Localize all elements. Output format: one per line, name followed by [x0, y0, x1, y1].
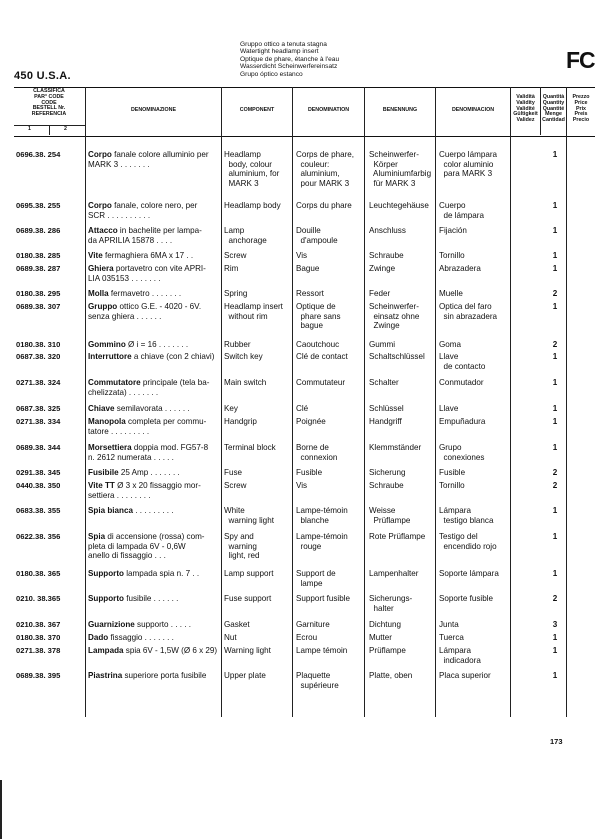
part-code: 0696.38. 254 [16, 150, 61, 159]
spanish-description: Lámpara testigo blanca [439, 506, 494, 525]
italian-rest: . . . . . . . . . [132, 506, 174, 515]
part-code: 0180.38. 365 [16, 569, 61, 578]
french-description: Ecrou [296, 633, 318, 642]
header-it: DENOMINAZIONE [130, 107, 177, 113]
german-description: Feder [369, 289, 391, 298]
column-divider [364, 87, 365, 717]
quantity: 1 [552, 671, 558, 680]
italian-rest: Ø 3 x 20 fissaggio mor- settiera . . . . . . . . [88, 481, 201, 500]
italian-keyword: Piastrina [88, 671, 123, 680]
german-description: Schlüssel [369, 404, 404, 413]
italian-keyword: Corpo [88, 201, 112, 210]
italian-description [88, 352, 220, 362]
italian-rest: fermavetro . . . . . . . [108, 289, 182, 298]
german-description: Schraube [369, 251, 404, 260]
quantity: 3 [552, 620, 558, 629]
german-description: Dichtung [369, 620, 401, 629]
italian-description [88, 404, 220, 414]
spanish-description: Lámpara indicadora [439, 646, 481, 665]
column-divider [292, 87, 293, 717]
header-quantity: Quantità Quantity Quantité Menge Cantidad [542, 94, 565, 124]
quantity: 1 [552, 404, 558, 413]
italian-description [88, 201, 220, 220]
italian-keyword: Fusibile [88, 468, 119, 477]
french-description: Borne de connexion [296, 443, 338, 462]
spanish-description: Tuerca [439, 633, 464, 642]
italian-keyword: Lampada [88, 646, 124, 655]
italian-keyword: Supporto [88, 569, 124, 578]
english-description: Screw [224, 251, 247, 260]
english-description: Lamp support [224, 569, 274, 578]
german-description: Prüflampe [369, 646, 406, 655]
italian-keyword: Vite [88, 251, 103, 260]
french-description: Fusible [296, 468, 323, 477]
page-number: 173 [550, 737, 563, 746]
title-line: Optique de phare, étanche à l'eau [240, 55, 340, 63]
part-code: 0687.38. 320 [16, 352, 61, 361]
part-code: 0271.38. 378 [16, 646, 61, 655]
italian-description [88, 481, 220, 500]
italian-keyword: Dado [88, 633, 109, 642]
spanish-description: Muelle [439, 289, 463, 298]
french-description: Clé de contact [296, 352, 348, 361]
english-description: Screw [224, 481, 247, 490]
spanish-description: Soporte fusible [439, 594, 493, 603]
spanish-description: Llave de contacto [439, 352, 486, 371]
spanish-description: Tornillo [439, 251, 465, 260]
part-code: 0271.38. 334 [16, 417, 61, 426]
quantity: 2 [552, 481, 558, 490]
italian-rest: fissaggio . . . . . . . [108, 633, 174, 642]
french-description: Douille d'ampoule [296, 226, 338, 245]
header-fr: DENOMINATION [307, 107, 350, 113]
german-description: Schaltschlüssel [369, 352, 425, 361]
italian-rest: ottico G.E. - 4020 - 6V. senza ghiera . . . . . . [88, 302, 202, 321]
italian-keyword: Gruppo [88, 302, 118, 311]
italian-description [88, 251, 220, 261]
italian-rest: fanale colore alluminio per MARK 3 . . . . . . . [88, 150, 209, 169]
quantity: 1 [552, 532, 558, 541]
english-description: Headlamp insert without rim [224, 302, 283, 321]
quantity: 1 [552, 251, 558, 260]
italian-description [88, 646, 220, 656]
header-code-sub-1: 1 [28, 126, 31, 132]
title-line: Wasserdicht Scheinwerfereinsatz [240, 63, 338, 71]
quantity: 1 [552, 352, 558, 361]
german-description: Klemmständer [369, 443, 422, 452]
italian-keyword: Attacco [88, 226, 118, 235]
english-description: Fuse support [224, 594, 272, 603]
german-description: Handgriff [369, 417, 402, 426]
german-description: Scheinwerfer- Körper Aluminiumfarbig für MARK 3 [369, 150, 432, 188]
italian-description [88, 671, 220, 681]
english-description: Fuse [224, 468, 242, 477]
header-es: DENOMINACION [451, 107, 495, 113]
spanish-description: Placa superior [439, 671, 491, 680]
part-code: 0622.38. 356 [16, 532, 61, 541]
model-label: 450 U.S.A. [14, 70, 71, 82]
italian-rest: Ø i = 16 . . . . . . . [125, 340, 189, 349]
part-code: 0440.38. 350 [16, 481, 61, 490]
spanish-description: Goma [439, 340, 462, 349]
header-en: COMPONENT [239, 107, 275, 113]
english-description: Lamp anchorage [224, 226, 267, 245]
header-validity: Validità Validity Validité Gültigkeit Validez [513, 94, 538, 124]
header-code: CLASSIFICA PAR° CODE CODE BESTELL Nr. REFERENCIA [31, 88, 67, 118]
quantity: 2 [552, 468, 558, 477]
french-description: Commutateur [296, 378, 346, 387]
part-code: 0180.38. 310 [16, 340, 61, 349]
spanish-description: Llave [439, 404, 459, 413]
german-description: Sicherungs- halter [369, 594, 413, 613]
german-description: Scheinwerfer- einsatz ohne Zwinge [369, 302, 420, 331]
french-description: Lampe-témoin rouge [296, 532, 348, 551]
part-code: 0689.38. 287 [16, 264, 61, 273]
french-description: Support fusible [296, 594, 350, 603]
english-description: Rim [224, 264, 239, 273]
german-description: Sicherung [369, 468, 406, 477]
french-description: Support de lampe [296, 569, 336, 588]
german-description: Mutter [369, 633, 392, 642]
german-description: Anschluss [369, 226, 406, 235]
page-edge-line [0, 780, 2, 839]
quantity: 2 [552, 340, 558, 349]
english-description: Headlamp body [224, 201, 281, 210]
italian-description [88, 378, 220, 397]
italian-description [88, 633, 220, 643]
part-code: 0291.38. 345 [16, 468, 61, 477]
english-description: Terminal block [224, 443, 276, 452]
brand-label: FC [566, 47, 595, 73]
column-divider [85, 87, 86, 717]
french-description: Ressort [296, 289, 324, 298]
spanish-description: Soporte lámpara [439, 569, 499, 578]
italian-keyword: Vite TT [88, 481, 115, 490]
title-line: Watertight headlamp insert [240, 48, 319, 56]
header-price: Prezzo Price Prix Preis Precio [572, 94, 590, 124]
spanish-description: Empuñadura [439, 417, 486, 426]
english-description: Headlamp body, colour aluminium, for MARK 3 [224, 150, 280, 188]
italian-description [88, 468, 220, 478]
italian-description [88, 289, 220, 299]
english-description: Main switch [224, 378, 267, 387]
spanish-description: Cuerpo lámpara color aluminio para MARK 3 [439, 150, 498, 179]
quantity: 1 [552, 633, 558, 642]
italian-keyword: Spia [88, 532, 106, 541]
part-code: 0180.38. 285 [16, 251, 61, 260]
english-description: Warning light [224, 646, 271, 655]
quantity: 1 [552, 378, 558, 387]
french-description: Corps du phare [296, 201, 352, 210]
french-description: Optique de phare sans bague [296, 302, 341, 331]
italian-keyword: Ghiera [88, 264, 114, 273]
english-description: Handgrip [224, 417, 257, 426]
italian-keyword: Chiave [88, 404, 115, 413]
italian-description [88, 532, 220, 561]
spanish-description: Testigo del encendido rojo [439, 532, 497, 551]
quantity: 1 [552, 226, 558, 235]
spanish-description: Grupo conexiones [439, 443, 485, 462]
english-description: Spy and warning light, red [224, 532, 260, 561]
french-description: Corps de phare, couleur: aluminium, pour MARK 3 [296, 150, 355, 188]
spanish-description: Conmutador [439, 378, 484, 387]
italian-rest: supporto . . . . . [134, 620, 192, 629]
italian-rest: spia 6V - 1,5W (Ø 6 x 29) [123, 646, 218, 655]
german-description: Gummi [369, 340, 396, 349]
spanish-description: Fusible [439, 468, 466, 477]
german-description: Zwinge [369, 264, 396, 273]
italian-rest: di accensione (rossa) com- pleta di lampada 6V - 0,6W anello di fissaggio . . . [88, 532, 205, 561]
french-description: Clé [296, 404, 309, 413]
french-description: Plaquette supérieure [296, 671, 339, 690]
quantity: 1 [552, 646, 558, 655]
german-description: Schraube [369, 481, 404, 490]
spanish-description: Optica del faro sin abrazadera [439, 302, 498, 321]
part-code: 0210. 38.365 [16, 594, 61, 603]
english-description: Upper plate [224, 671, 266, 680]
french-description: Garniture [296, 620, 330, 629]
italian-keyword: Morsettiera [88, 443, 132, 452]
french-description: Vis [296, 251, 308, 260]
italian-keyword: Manopola [88, 417, 126, 426]
italian-rest: in bachelite per lampa- da APRILIA 15878 . . . . [88, 226, 202, 245]
quantity: 1 [552, 302, 558, 311]
italian-rest: superiore porta fusibile [122, 671, 207, 680]
quantity: 1 [552, 506, 558, 515]
document-title [240, 41, 339, 78]
italian-description [88, 340, 220, 350]
italian-keyword: Corpo [88, 150, 112, 159]
italian-description [88, 506, 220, 516]
german-description: Rote Prüflampe [369, 532, 426, 541]
english-description: Gasket [224, 620, 250, 629]
english-description: Spring [224, 289, 248, 298]
english-description: White warning light [224, 506, 274, 525]
part-code: 0180.38. 295 [16, 289, 61, 298]
header-de: BENENNUNG [382, 107, 418, 113]
italian-description [88, 417, 220, 436]
english-description: Switch key [224, 352, 263, 361]
title-line: Gruppo ottico a tenuta stagna [240, 41, 327, 48]
italian-keyword: Spia bianca [88, 506, 133, 515]
part-code: 0271.38. 324 [16, 378, 61, 387]
italian-rest: fermaghiera 6MA x 17 . . [102, 251, 194, 260]
quantity: 2 [552, 594, 558, 603]
column-divider [221, 87, 222, 717]
column-divider [566, 87, 567, 717]
quantity: 1 [552, 264, 558, 273]
part-code: 0683.38. 355 [16, 506, 61, 515]
part-code: 0689.38. 395 [16, 671, 61, 680]
english-description: Rubber [224, 340, 251, 349]
french-description: Lampe témoin [296, 646, 348, 655]
italian-rest: lampada spia n. 7 . . [123, 569, 200, 578]
spanish-description: Junta [439, 620, 459, 629]
spanish-description: Fijación [439, 226, 467, 235]
header-code-sub-2: 2 [64, 126, 67, 132]
french-description: Caoutchouc [296, 340, 340, 349]
italian-rest: doppia mod. FG57-8 n. 2612 numerata . . . . . [88, 443, 209, 462]
french-description: Vis [296, 481, 308, 490]
english-description: Nut [224, 633, 237, 642]
italian-rest: fusibile . . . . . . [123, 594, 179, 603]
italian-description [88, 150, 220, 169]
german-description: Platte, oben [369, 671, 413, 680]
italian-description [88, 443, 220, 462]
italian-keyword: Commutatore [88, 378, 141, 387]
part-code: 0210.38. 367 [16, 620, 61, 629]
italian-description [88, 264, 220, 283]
quantity: 1 [552, 201, 558, 210]
quantity: 2 [552, 289, 558, 298]
part-code: 0689.38. 286 [16, 226, 61, 235]
part-code: 0689.38. 307 [16, 302, 61, 311]
italian-rest: semilavorata . . . . . . [114, 404, 190, 413]
italian-description [88, 226, 220, 245]
german-description: Weisse Prüflampe [369, 506, 411, 525]
german-description: Leuchtegehäuse [369, 201, 429, 210]
italian-keyword: Gommino [88, 340, 126, 349]
quantity: 1 [552, 417, 558, 426]
english-description: Key [224, 404, 238, 413]
quantity: 1 [552, 150, 558, 159]
column-divider [435, 87, 436, 717]
part-code: 0687.38. 325 [16, 404, 61, 413]
italian-rest: portavetro con vite APRI- LIA 035153 . . . . . . . [88, 264, 206, 283]
italian-keyword: Interruttore [88, 352, 132, 361]
part-code: 0180.38. 370 [16, 633, 61, 642]
german-description: Lampenhalter [369, 569, 419, 578]
italian-rest: principale (tela ba- chelizzata) . . . . . . . [88, 378, 210, 397]
spanish-description: Tornillo [439, 481, 465, 490]
italian-keyword: Molla [88, 289, 109, 298]
italian-description [88, 620, 220, 630]
italian-rest: a chiave (con 2 chiavi) [131, 352, 215, 361]
italian-rest: 25 Amp . . . . . . . [118, 468, 180, 477]
german-description: Schalter [369, 378, 399, 387]
spanish-description: Cuerpo de lámpara [439, 201, 484, 220]
french-description: Lampe-témoin blanche [296, 506, 348, 525]
quantity: 1 [552, 443, 558, 452]
italian-rest: fanale, colore nero, per SCR . . . . . . . . . . [88, 201, 198, 220]
french-description: Poignée [296, 417, 326, 426]
italian-keyword: Supporto [88, 594, 124, 603]
italian-description [88, 594, 220, 604]
spanish-description: Abrazadera [439, 264, 481, 273]
italian-description [88, 569, 220, 579]
part-code: 0689.38. 344 [16, 443, 61, 452]
italian-keyword: Guarnizione [88, 620, 135, 629]
italian-description [88, 302, 220, 321]
french-description: Bague [296, 264, 320, 273]
italian-rest: completa per commu- tatore . . . . . . . . . [88, 417, 207, 436]
quantity: 1 [552, 569, 558, 578]
part-code: 0695.38. 255 [16, 201, 61, 210]
title-line: Grupo óptico estanco [240, 70, 303, 78]
